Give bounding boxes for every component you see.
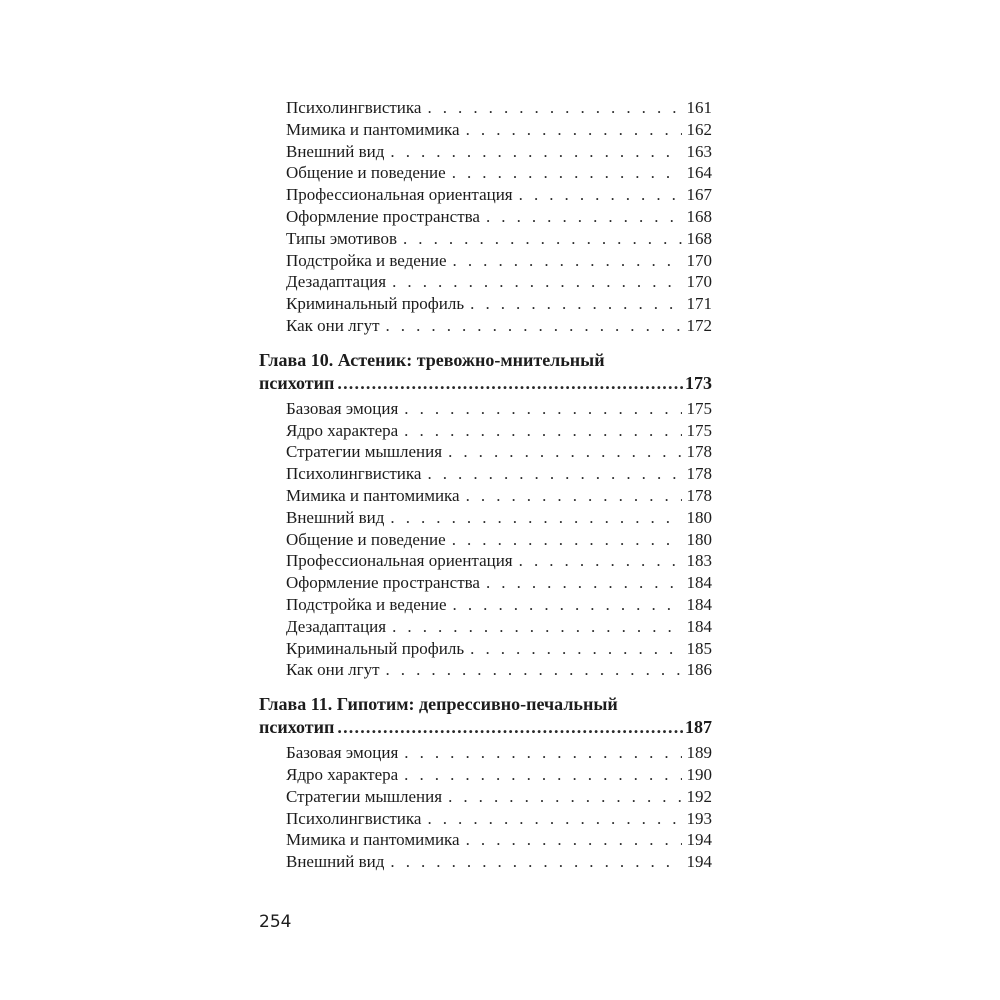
toc-entry-title: Общение и поведение bbox=[286, 529, 446, 549]
dot-leader bbox=[470, 638, 681, 660]
toc-entry-page: 178 bbox=[686, 485, 712, 505]
toc-entry-title: Профессиональная ориентация bbox=[286, 185, 513, 205]
toc-entry bbox=[259, 550, 712, 572]
dot-leader bbox=[392, 271, 681, 293]
toc-entry bbox=[259, 271, 712, 293]
toc-entry bbox=[259, 250, 712, 272]
toc-entry bbox=[259, 764, 712, 786]
toc-entry-page: 184 bbox=[686, 594, 712, 614]
toc-entry-title: Стратегии мышления bbox=[286, 442, 443, 462]
toc-entry-title: Стратегии мышления bbox=[286, 786, 443, 806]
dot-leader bbox=[466, 119, 682, 141]
toc-entry-page: 175 bbox=[686, 420, 712, 440]
toc-entry bbox=[259, 616, 712, 638]
toc-entry-page: 180 bbox=[686, 507, 712, 527]
toc-entry-page: 190 bbox=[686, 764, 712, 784]
toc-entry bbox=[259, 228, 712, 250]
toc-entry-page: 175 bbox=[686, 398, 712, 418]
toc-entry bbox=[259, 184, 712, 206]
toc-entry bbox=[259, 315, 712, 337]
toc-entry-title: Базовая эмоция bbox=[286, 743, 399, 763]
chapter-title-line: Глава 10. Астеник: тревожно-мнительный bbox=[259, 349, 605, 370]
chapter-title-continuation: психотип bbox=[259, 372, 335, 393]
dot-leader bbox=[427, 97, 681, 119]
dot-leader bbox=[486, 572, 682, 594]
chapter-10-heading bbox=[259, 349, 712, 395]
toc-entry-title: Мимика и пантомимика bbox=[286, 830, 460, 850]
toc-entry-page: 193 bbox=[686, 808, 712, 828]
toc-entry bbox=[259, 808, 712, 830]
toc-entry-page: 189 bbox=[686, 743, 712, 763]
toc-entry-page: 180 bbox=[686, 529, 712, 549]
toc-entry-page: 183 bbox=[686, 551, 712, 571]
dot-leader bbox=[486, 206, 682, 228]
table-of-contents bbox=[259, 97, 712, 873]
toc-entry-title: Типы эмотивов bbox=[286, 228, 397, 248]
toc-entry bbox=[259, 851, 712, 873]
toc-entry bbox=[259, 572, 712, 594]
dot-leader bbox=[466, 829, 682, 851]
toc-entry-page: 172 bbox=[686, 315, 712, 335]
toc-entry-title: Оформление пространства bbox=[286, 206, 480, 226]
toc-entry bbox=[259, 441, 712, 463]
dot-leader bbox=[404, 398, 681, 420]
chapter-11-entries bbox=[259, 742, 712, 873]
chapter-page: 187 bbox=[685, 717, 712, 738]
toc-entry bbox=[259, 293, 712, 315]
dot-leader bbox=[390, 507, 681, 529]
toc-entry bbox=[259, 162, 712, 184]
toc-entry-page: 170 bbox=[686, 272, 712, 292]
dot-leader bbox=[448, 441, 681, 463]
dot-leader bbox=[427, 463, 681, 485]
dot-leader bbox=[466, 485, 682, 507]
dot-leader bbox=[390, 851, 681, 873]
toc-entry-title: Криминальный профиль bbox=[286, 638, 465, 658]
chapter-page: 173 bbox=[685, 372, 712, 393]
toc-entry bbox=[259, 594, 712, 616]
dot-leader bbox=[519, 184, 682, 206]
dot-leader bbox=[404, 764, 681, 786]
toc-entry bbox=[259, 463, 712, 485]
toc-entry bbox=[259, 485, 712, 507]
toc-entry-title: Общение и поведение bbox=[286, 163, 446, 183]
dot-leader bbox=[427, 808, 681, 830]
toc-entry-title: Психолингвистика bbox=[286, 808, 422, 828]
toc-entry-page: 161 bbox=[686, 98, 712, 117]
toc-entry-title: Внешний вид bbox=[286, 507, 385, 527]
dot-leader bbox=[452, 162, 682, 184]
chapter-10-entries bbox=[259, 398, 712, 681]
toc-entry bbox=[259, 829, 712, 851]
toc-entry-page: 194 bbox=[686, 830, 712, 850]
toc-entry-title: Внешний вид bbox=[286, 852, 385, 872]
chapter-title-row bbox=[259, 372, 712, 395]
toc-entry-page: 178 bbox=[686, 442, 712, 462]
toc-entry-title: Психолингвистика bbox=[286, 464, 422, 484]
toc-entry-title: Ядро характера bbox=[286, 764, 399, 784]
dot-leader bbox=[404, 420, 681, 442]
toc-entry-page: 184 bbox=[686, 616, 712, 636]
toc-entry-title: Мимика и пантомимика bbox=[286, 119, 460, 139]
toc-entry-page: 185 bbox=[686, 638, 712, 658]
toc-entry-page: 186 bbox=[686, 660, 712, 680]
toc-entry bbox=[259, 206, 712, 228]
toc-entry-page: 170 bbox=[686, 250, 712, 270]
toc-entry-title: Психолингвистика bbox=[286, 98, 422, 117]
toc-entry-title: Как они лгут bbox=[286, 315, 380, 335]
chapter-title-line: Глава 11. Гипотим: депрессивно-печальный bbox=[259, 694, 618, 715]
toc-section-continued bbox=[259, 97, 712, 337]
toc-entry-title: Базовая эмоция bbox=[286, 398, 399, 418]
dot-leader bbox=[519, 550, 682, 572]
toc-entry bbox=[259, 638, 712, 660]
toc-entry-title: Подстройка и ведение bbox=[286, 250, 447, 270]
toc-entry-title: Подстройка и ведение bbox=[286, 594, 447, 614]
toc-entry-page: 168 bbox=[686, 228, 712, 248]
dot-leader bbox=[390, 141, 681, 163]
toc-entry bbox=[259, 786, 712, 808]
dot-leader bbox=[470, 293, 681, 315]
toc-entry-page: 184 bbox=[686, 573, 712, 593]
toc-entry-page: 194 bbox=[686, 852, 712, 872]
toc-entry bbox=[259, 529, 712, 551]
toc-entry-page: 164 bbox=[686, 163, 712, 183]
dot-leader bbox=[403, 228, 682, 250]
chapter-11-heading bbox=[259, 693, 712, 739]
toc-entry-page: 163 bbox=[686, 141, 712, 161]
dot-leader bbox=[452, 529, 682, 551]
toc-entry-title: Оформление пространства bbox=[286, 573, 480, 593]
dot-leader bbox=[453, 250, 682, 272]
dot-leader bbox=[337, 716, 683, 739]
dot-leader bbox=[448, 786, 681, 808]
chapter-title-continuation: психотип bbox=[259, 717, 335, 738]
dot-leader bbox=[392, 616, 681, 638]
toc-entry bbox=[259, 398, 712, 420]
toc-entry-page: 171 bbox=[686, 294, 712, 314]
toc-entry bbox=[259, 119, 712, 141]
toc-entry bbox=[259, 659, 712, 681]
toc-entry-title: Криминальный профиль bbox=[286, 294, 465, 314]
toc-entry bbox=[259, 420, 712, 442]
toc-entry-page: 162 bbox=[686, 119, 712, 139]
toc-entry-page: 167 bbox=[686, 185, 712, 205]
dot-leader bbox=[386, 659, 682, 681]
dot-leader bbox=[337, 372, 683, 395]
toc-entry-page: 178 bbox=[686, 464, 712, 484]
toc-entry bbox=[259, 97, 712, 119]
toc-entry bbox=[259, 507, 712, 529]
toc-entry-title: Дезадаптация bbox=[286, 616, 387, 636]
dot-leader bbox=[404, 742, 681, 764]
page-number: 254 bbox=[259, 912, 292, 932]
toc-entry-page: 192 bbox=[686, 786, 712, 806]
dot-leader bbox=[386, 315, 682, 337]
toc-entry-title: Мимика и пантомимика bbox=[286, 485, 460, 505]
toc-entry bbox=[259, 742, 712, 764]
toc-entry-title: Профессиональная ориентация bbox=[286, 551, 513, 571]
dot-leader bbox=[453, 594, 682, 616]
toc-entry-page: 168 bbox=[686, 206, 712, 226]
toc-entry bbox=[259, 141, 712, 163]
toc-entry-title: Дезадаптация bbox=[286, 272, 387, 292]
toc-entry-title: Как они лгут bbox=[286, 660, 380, 680]
toc-entry-title: Ядро характера bbox=[286, 420, 399, 440]
toc-entry-title: Внешний вид bbox=[286, 141, 385, 161]
chapter-title-row bbox=[259, 716, 712, 739]
